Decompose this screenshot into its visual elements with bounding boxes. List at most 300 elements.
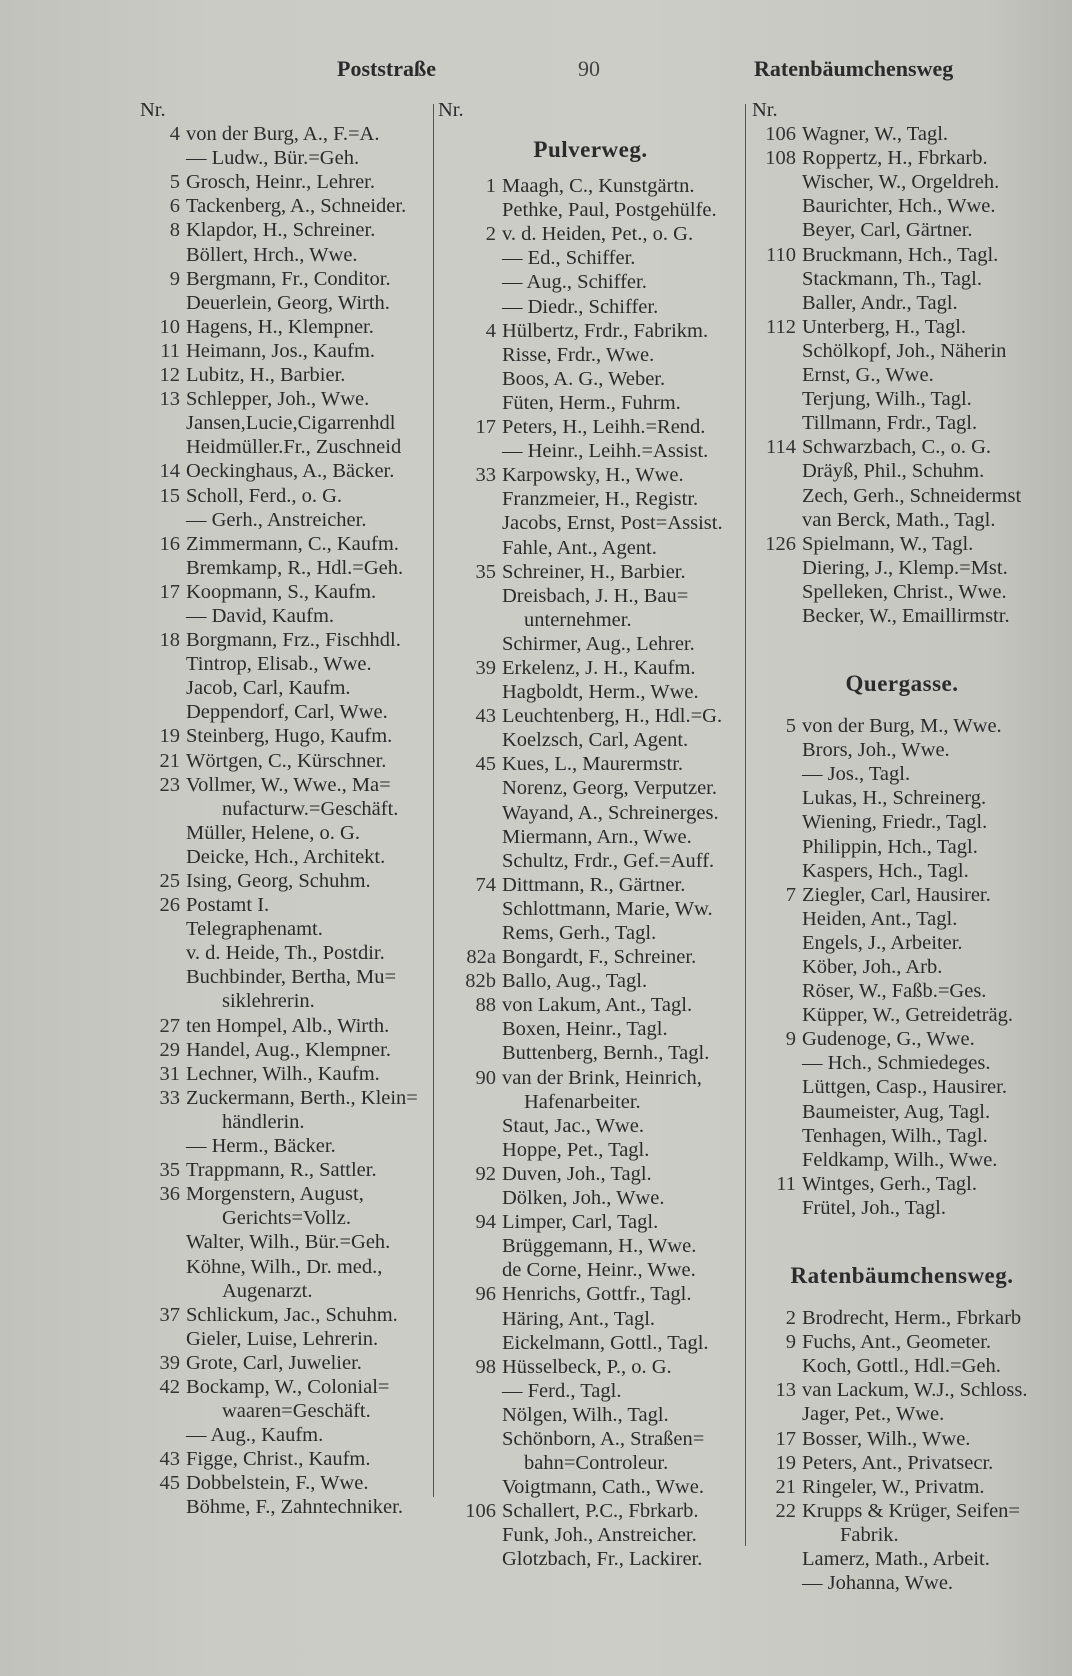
entry-continuation	[752, 1523, 1052, 1547]
house-number: 33	[475, 464, 496, 487]
resident-entry	[752, 979, 1052, 1003]
resident-text: Fuchs, Ant., Geometer.	[802, 1331, 992, 1354]
resident-entry	[438, 1258, 743, 1282]
nr-label: Nr.	[140, 99, 166, 121]
resident-text: Wintges, Gerh., Tagl.	[802, 1172, 977, 1195]
resident-entry	[752, 835, 1052, 859]
resident-text: Postamt I.	[186, 894, 270, 917]
resident-text: Grote, Carl, Juwelier.	[186, 1351, 362, 1374]
resident-text: — Hch., Schmiedeges.	[802, 1052, 991, 1075]
resident-entry	[140, 749, 436, 773]
house-number: 43	[475, 705, 496, 728]
resident-entry	[438, 945, 743, 969]
resident-entry	[752, 146, 1052, 170]
entry-continuation	[438, 1090, 743, 1114]
resident-entry	[438, 270, 743, 294]
house-number: 42	[159, 1375, 180, 1398]
resident-text: Ballo, Aug., Tagl.	[502, 970, 648, 993]
resident-entry	[752, 1571, 1052, 1595]
resident-text: Stackmann, Th., Tagl.	[802, 267, 983, 290]
resident-entry	[438, 1017, 743, 1041]
resident-text: Risse, Frdr., Wwe.	[502, 343, 655, 366]
resident-text: Peters, Ant., Privatsecr.	[802, 1451, 994, 1474]
resident-entry	[752, 363, 1052, 387]
resident-text: Dräyß, Phil., Schuhm.	[802, 460, 985, 483]
resident-entry	[140, 965, 436, 989]
resident-entry	[140, 869, 436, 893]
resident-text: Deppendorf, Carl, Wwe.	[186, 701, 388, 724]
resident-entry	[140, 1158, 436, 1182]
house-number: 29	[159, 1038, 180, 1061]
resident-text: Heidmüller.Fr., Zuschneid	[186, 436, 402, 459]
house-number: 6	[169, 195, 180, 218]
resident-entry	[438, 1234, 743, 1258]
resident-entry	[140, 1495, 436, 1519]
resident-entry	[140, 170, 436, 194]
resident-text: Boxen, Heinr., Tagl.	[502, 1018, 668, 1041]
resident-text: ten Hompel, Alb., Wirth.	[186, 1014, 390, 1037]
resident-entry	[752, 907, 1052, 931]
resident-entry	[438, 1355, 743, 1379]
resident-entry	[140, 845, 436, 869]
resident-text: Scholl, Ferd., o. G.	[186, 484, 343, 507]
resident-entry	[438, 1475, 743, 1499]
resident-entry	[438, 825, 743, 849]
resident-text: Frütel, Joh., Tagl.	[802, 1196, 946, 1219]
house-number: 23	[159, 773, 180, 796]
resident-text: Köhne, Wilh., Dr. med.,	[186, 1255, 383, 1278]
resident-text: Erkelenz, J. H., Kaufm.	[502, 656, 696, 679]
resident-entry	[438, 1162, 743, 1186]
resident-text: Brodrecht, Herm., Fbrkarb	[802, 1307, 1022, 1330]
resident-text: Bremkamp, R., Hdl.=Geh.	[186, 556, 404, 579]
resident-entry	[140, 773, 436, 797]
house-number: 5	[785, 715, 796, 738]
resident-text: Hagboldt, Herm., Wwe.	[502, 681, 699, 704]
resident-text: Bergmann, Fr., Conditor.	[186, 267, 391, 290]
resident-text: — Heinr., Leihh.=Assist.	[502, 440, 709, 463]
resident-entry	[140, 1230, 436, 1254]
resident-text: Miermann, Arn., Wwe.	[502, 825, 692, 848]
resident-text: Füten, Herm., Fuhrm.	[502, 391, 681, 414]
resident-text: Engels, J., Arbeiter.	[802, 931, 963, 954]
resident-text: Schwarzbach, C., o. G.	[802, 436, 992, 459]
resident-text: Deicke, Hch., Architekt.	[186, 845, 386, 868]
resident-text: — Herm., Bäcker.	[186, 1135, 336, 1158]
resident-text: Küpper, W., Getreideträg.	[802, 1004, 1013, 1027]
column-divider	[745, 104, 746, 1546]
resident-entry	[140, 556, 436, 580]
house-number: 94	[475, 1211, 496, 1234]
resident-text: Bosser, Wilh., Wwe.	[802, 1427, 971, 1450]
house-number: 43	[159, 1448, 180, 1471]
resident-entry	[438, 1499, 743, 1523]
resident-text: — Ed., Schiffer.	[502, 247, 636, 270]
resident-entry	[752, 459, 1052, 483]
house-number: 26	[159, 894, 180, 917]
resident-text: Köber, Joh., Arb.	[802, 956, 943, 978]
house-number: 8	[169, 219, 180, 242]
resident-entry	[140, 1375, 436, 1399]
resident-entry	[438, 343, 743, 367]
resident-text: Dreisbach, J. H., Bau=	[502, 584, 689, 607]
resident-entry	[140, 604, 436, 628]
resident-entry	[438, 656, 743, 680]
resident-text: Tillmann, Frdr., Tagl.	[802, 412, 978, 435]
resident-entry	[752, 1547, 1052, 1571]
resident-entry	[438, 969, 743, 993]
resident-text: Franzmeier, H., Registr.	[502, 488, 699, 511]
resident-text: Limper, Carl, Tagl.	[502, 1211, 659, 1234]
resident-text: Schirmer, Aug., Lehrer.	[502, 632, 695, 655]
resident-text: Spielmann, W., Tagl.	[802, 532, 974, 555]
resident-entry	[752, 291, 1052, 315]
resident-entry	[438, 487, 743, 511]
resident-entry	[438, 463, 743, 487]
resident-entry	[752, 1051, 1052, 1075]
house-number: 9	[785, 1331, 796, 1354]
resident-entry	[140, 411, 436, 435]
resident-entry	[438, 222, 743, 246]
house-number: 126	[765, 532, 796, 555]
resident-entry	[438, 174, 743, 198]
resident-text: Tackenberg, A., Schneider.	[186, 195, 407, 218]
resident-entry	[140, 339, 436, 363]
resident-text: van der Brink, Heinrich,	[502, 1066, 702, 1089]
resident-text: Lüttgen, Casp., Hausirer.	[802, 1076, 1007, 1099]
street-heading	[752, 1248, 1052, 1306]
resident-entry	[438, 1403, 743, 1427]
resident-text: Funk, Joh., Anstreicher.	[502, 1524, 697, 1547]
resident-entry	[752, 762, 1052, 786]
house-number: 10	[159, 315, 180, 338]
resident-entry	[752, 714, 1052, 738]
resident-text: — Johanna, Wwe.	[802, 1572, 954, 1595]
resident-text: — Aug., Schiffer.	[502, 271, 647, 294]
resident-text: Deuerlein, Georg, Wirth.	[186, 291, 390, 314]
resident-text: Jansen,Lucie,Cigarrenhdl	[186, 412, 396, 435]
resident-entry	[752, 1075, 1052, 1099]
resident-text: Ziegler, Carl, Hausirer.	[802, 883, 991, 906]
resident-entry	[752, 1402, 1052, 1426]
resident-text: Jacob, Carl, Kaufm.	[186, 677, 351, 700]
house-number: 92	[475, 1162, 496, 1185]
resident-text: Zuckermann, Berth., Klein=	[186, 1086, 418, 1109]
resident-entry	[752, 315, 1052, 339]
resident-text: van Berck, Math., Tagl.	[802, 508, 996, 531]
resident-entry	[752, 170, 1052, 194]
resident-entry	[752, 883, 1052, 907]
resident-entry	[140, 1038, 436, 1062]
resident-text: Gieler, Luise, Lehrerin.	[186, 1327, 379, 1350]
entry-continuation	[140, 989, 436, 1013]
street-name: Pulverweg.	[533, 137, 648, 163]
resident-entry	[438, 1114, 743, 1138]
resident-text: Krupps & Krüger, Seifen=	[802, 1499, 1020, 1522]
resident-text: Ernst, G., Wwe.	[802, 364, 934, 387]
resident-entry	[752, 1306, 1052, 1330]
resident-text: — Gerh., Anstreicher.	[186, 508, 367, 531]
resident-entry	[438, 367, 743, 391]
house-number: 39	[475, 656, 496, 679]
resident-text: von der Burg, A., F.=A.	[186, 123, 380, 146]
house-number: 9	[169, 267, 180, 290]
number-column-label	[752, 98, 1052, 122]
resident-text: Henrichs, Gottfr., Tagl.	[502, 1283, 692, 1306]
resident-entry	[140, 218, 436, 242]
house-number: 27	[159, 1014, 180, 1037]
resident-text: Buchbinder, Bertha, Mu=	[186, 966, 397, 989]
resident-entry	[438, 897, 743, 921]
resident-entry	[438, 993, 743, 1017]
resident-text: Lechner, Wilh., Kaufm.	[186, 1062, 380, 1085]
resident-entry	[140, 267, 436, 291]
resident-text: Schlepper, Joh., Wwe.	[186, 388, 370, 411]
resident-text: Röser, W., Faßb.=Ges.	[802, 980, 987, 1003]
resident-entry	[438, 1041, 743, 1065]
resident-entry	[438, 536, 743, 560]
entry-continuation	[140, 797, 436, 821]
resident-entry	[140, 1134, 436, 1158]
resident-text: Dobbelstein, F., Wwe.	[186, 1472, 369, 1495]
resident-entry	[752, 1003, 1052, 1027]
entry-continuation	[438, 1451, 743, 1475]
resident-entry	[140, 1255, 436, 1279]
resident-text: nufacturw.=Geschäft.	[222, 797, 399, 820]
resident-text: — Ludw., Bür.=Geh.	[186, 147, 360, 170]
resident-entry	[752, 556, 1052, 580]
resident-entry	[438, 680, 743, 704]
resident-text: Müller, Helene, o. G.	[186, 821, 360, 844]
resident-text: Leuchtenberg, H., Hdl.=G.	[502, 705, 723, 728]
resident-text: Karpowsky, H., Wwe.	[502, 464, 684, 487]
resident-entry	[140, 1062, 436, 1086]
resident-text: — Ferd., Tagl.	[502, 1379, 622, 1402]
resident-text: Borgmann, Frz., Fischhdl.	[186, 629, 401, 652]
resident-entry	[140, 1014, 436, 1038]
resident-text: Klapdor, H., Schreiner.	[186, 219, 376, 242]
resident-entry	[140, 122, 436, 146]
resident-text: Boos, A. G., Weber.	[502, 367, 666, 390]
resident-text: Hüsselbeck, P., o. G.	[502, 1355, 672, 1378]
entry-continuation	[140, 1399, 436, 1423]
house-number: 112	[766, 315, 796, 338]
resident-entry	[752, 580, 1052, 604]
resident-entry	[438, 1186, 743, 1210]
resident-text: Hafenarbeiter.	[524, 1090, 641, 1113]
resident-text: de Corne, Heinr., Wwe.	[502, 1259, 696, 1282]
resident-entry	[752, 1427, 1052, 1451]
resident-text: Böhme, F., Zahntechniker.	[186, 1496, 403, 1519]
resident-entry	[438, 1523, 743, 1547]
resident-text: bahn=Controleur.	[524, 1452, 669, 1475]
resident-text: Oeckinghaus, A., Bäcker.	[186, 460, 395, 483]
resident-text: Beyer, Carl, Gärtner.	[802, 219, 973, 242]
house-number: 82a	[466, 946, 496, 969]
street-name: Ratenbäumchensweg.	[790, 1263, 1014, 1289]
house-number: 11	[776, 1172, 796, 1195]
resident-text: Schreiner, H., Barbier.	[502, 560, 686, 583]
resident-text: siklehrerin.	[222, 990, 315, 1013]
resident-text: Heiden, Ant., Tagl.	[802, 907, 958, 930]
directory-column-left	[140, 98, 436, 1520]
resident-text: Wischer, W., Orgeldreh.	[802, 171, 1000, 194]
resident-text: v. d. Heiden, Pet., o. G.	[502, 223, 694, 246]
resident-entry	[438, 921, 743, 945]
resident-text: Brüggemann, H., Wwe.	[502, 1235, 697, 1258]
resident-entry	[752, 508, 1052, 532]
resident-text: Kaspers, Hch., Tagl.	[802, 859, 969, 882]
house-number: 4	[485, 319, 496, 342]
number-column-label	[140, 98, 436, 122]
entry-continuation	[438, 608, 743, 632]
resident-text: — David, Kaufm.	[186, 604, 335, 627]
resident-entry	[752, 859, 1052, 883]
resident-text: Baller, Andr., Tagl.	[802, 291, 958, 314]
resident-entry	[140, 1351, 436, 1375]
resident-text: — Aug., Kaufm.	[186, 1424, 324, 1447]
house-number: 21	[159, 749, 180, 772]
resident-text: Wayand, A., Schreinerges.	[502, 801, 719, 824]
resident-entry	[140, 893, 436, 917]
resident-text: Brors, Joh., Wwe.	[802, 739, 950, 762]
resident-text: Bruckmann, Hch., Tagl.	[802, 243, 999, 266]
resident-entry	[438, 246, 743, 270]
house-number: 21	[775, 1475, 796, 1498]
resident-entry	[438, 584, 743, 608]
resident-entry	[752, 484, 1052, 508]
resident-entry	[140, 676, 436, 700]
resident-text: Nölgen, Wilh., Tagl.	[502, 1403, 669, 1426]
house-number: 39	[159, 1351, 180, 1374]
resident-text: v. d. Heide, Th., Postdir.	[186, 942, 385, 965]
resident-entry	[438, 1331, 743, 1355]
resident-entry	[438, 198, 743, 222]
resident-entry	[438, 391, 743, 415]
resident-text: Tintrop, Elisab., Wwe.	[186, 653, 372, 676]
resident-entry	[752, 387, 1052, 411]
house-number: 37	[159, 1303, 180, 1326]
house-number: 17	[475, 416, 496, 439]
resident-text: Schlottmann, Marie, Ww.	[502, 897, 713, 920]
resident-text: Trappmann, R., Sattler.	[186, 1159, 377, 1182]
resident-text: Zech, Gerh., Schneidermst	[802, 484, 1022, 507]
resident-entry	[752, 738, 1052, 762]
house-number: 82b	[465, 970, 496, 993]
house-number: 17	[159, 580, 180, 603]
resident-text: Wagner, W., Tagl.	[802, 123, 949, 146]
resident-text: Hoppe, Pet., Tagl.	[502, 1138, 650, 1161]
house-number: 19	[775, 1451, 796, 1474]
resident-text: Duven, Joh., Tagl.	[502, 1162, 652, 1185]
resident-text: Heimann, Jos., Kaufm.	[186, 339, 376, 362]
page-number: 90	[578, 56, 600, 81]
resident-text: van Lackum, W.J., Schloss.	[802, 1379, 1028, 1402]
resident-text: Feldkamp, Wilh., Wwe.	[802, 1148, 998, 1171]
house-number: 98	[475, 1355, 496, 1378]
resident-entry	[438, 752, 743, 776]
directory-column-middle	[438, 98, 743, 1572]
resident-entry	[752, 1148, 1052, 1172]
resident-text: Hagens, H., Klempner.	[186, 315, 374, 338]
resident-entry	[438, 295, 743, 319]
house-number: 13	[775, 1379, 796, 1402]
resident-text: Böllert, Hrch., Wwe.	[186, 243, 358, 266]
street-name: Quergasse.	[845, 671, 959, 697]
resident-entry	[140, 532, 436, 556]
house-number: 35	[159, 1159, 180, 1182]
resident-text: Fahle, Ant., Agent.	[502, 536, 657, 559]
resident-text: händlerin.	[222, 1110, 305, 1133]
resident-entry	[140, 291, 436, 315]
resident-entry	[752, 1124, 1052, 1148]
resident-text: Grosch, Heinr., Lehrer.	[186, 171, 375, 194]
house-number: 14	[159, 460, 180, 483]
house-number: 45	[159, 1472, 180, 1495]
resident-text: Diering, J., Klemp.=Mst.	[802, 556, 1008, 579]
resident-entry	[140, 941, 436, 965]
house-number: 2	[785, 1307, 796, 1330]
resident-text: Häring, Ant., Tagl.	[502, 1307, 656, 1330]
resident-text: Ringeler, W., Privatm.	[802, 1475, 985, 1498]
resident-text: Terjung, Wilh., Tagl.	[802, 388, 972, 411]
house-number: 88	[475, 994, 496, 1017]
resident-text: Lukas, H., Schreinerg.	[802, 787, 987, 810]
resident-text: Zimmermann, C., Kaufm.	[186, 532, 399, 555]
resident-text: — Jos., Tagl.	[802, 763, 911, 786]
resident-text: Spelleken, Christ., Wwe.	[802, 580, 1007, 603]
resident-entry	[752, 532, 1052, 556]
resident-entry	[752, 435, 1052, 459]
resident-entry	[438, 319, 743, 343]
resident-entry	[438, 776, 743, 800]
resident-text: Schultz, Frdr., Gef.=Auff.	[502, 849, 715, 872]
street-heading	[438, 122, 743, 174]
house-number: 36	[159, 1183, 180, 1206]
resident-text: Dittmann, R., Gärtner.	[502, 873, 686, 896]
house-number: 96	[475, 1283, 496, 1306]
resident-entry	[752, 1378, 1052, 1402]
house-number: 17	[775, 1427, 796, 1450]
house-number: 45	[475, 753, 496, 776]
resident-text: Ising, Georg, Schuhm.	[186, 870, 371, 892]
resident-text: Morgenstern, August,	[186, 1183, 364, 1206]
resident-entry	[752, 810, 1052, 834]
resident-entry	[438, 1282, 743, 1306]
resident-entry	[140, 580, 436, 604]
house-number: 90	[475, 1066, 496, 1089]
entry-continuation	[140, 1206, 436, 1230]
resident-text: Fabrik.	[840, 1523, 899, 1546]
resident-entry	[438, 704, 743, 728]
entry-continuation	[140, 1279, 436, 1303]
resident-text: Figge, Christ., Kaufm.	[186, 1448, 371, 1471]
resident-entry	[752, 1451, 1052, 1475]
resident-text: Koelzsch, Carl, Agent.	[502, 729, 689, 752]
resident-text: Schallert, P.C., Fbrkarb.	[502, 1500, 699, 1523]
number-column-label	[438, 98, 743, 122]
resident-entry	[438, 849, 743, 873]
resident-text: Staut, Jac., Wwe.	[502, 1114, 644, 1137]
resident-entry	[140, 387, 436, 411]
nr-label: Nr.	[438, 99, 464, 121]
house-number: 16	[159, 532, 180, 555]
entry-continuation	[140, 1110, 436, 1134]
resident-text: Wörtgen, C., Kürschner.	[186, 749, 387, 772]
house-number: 12	[159, 364, 180, 387]
resident-text: Kues, L., Maurermstr.	[502, 753, 684, 776]
house-number: 13	[159, 388, 180, 411]
